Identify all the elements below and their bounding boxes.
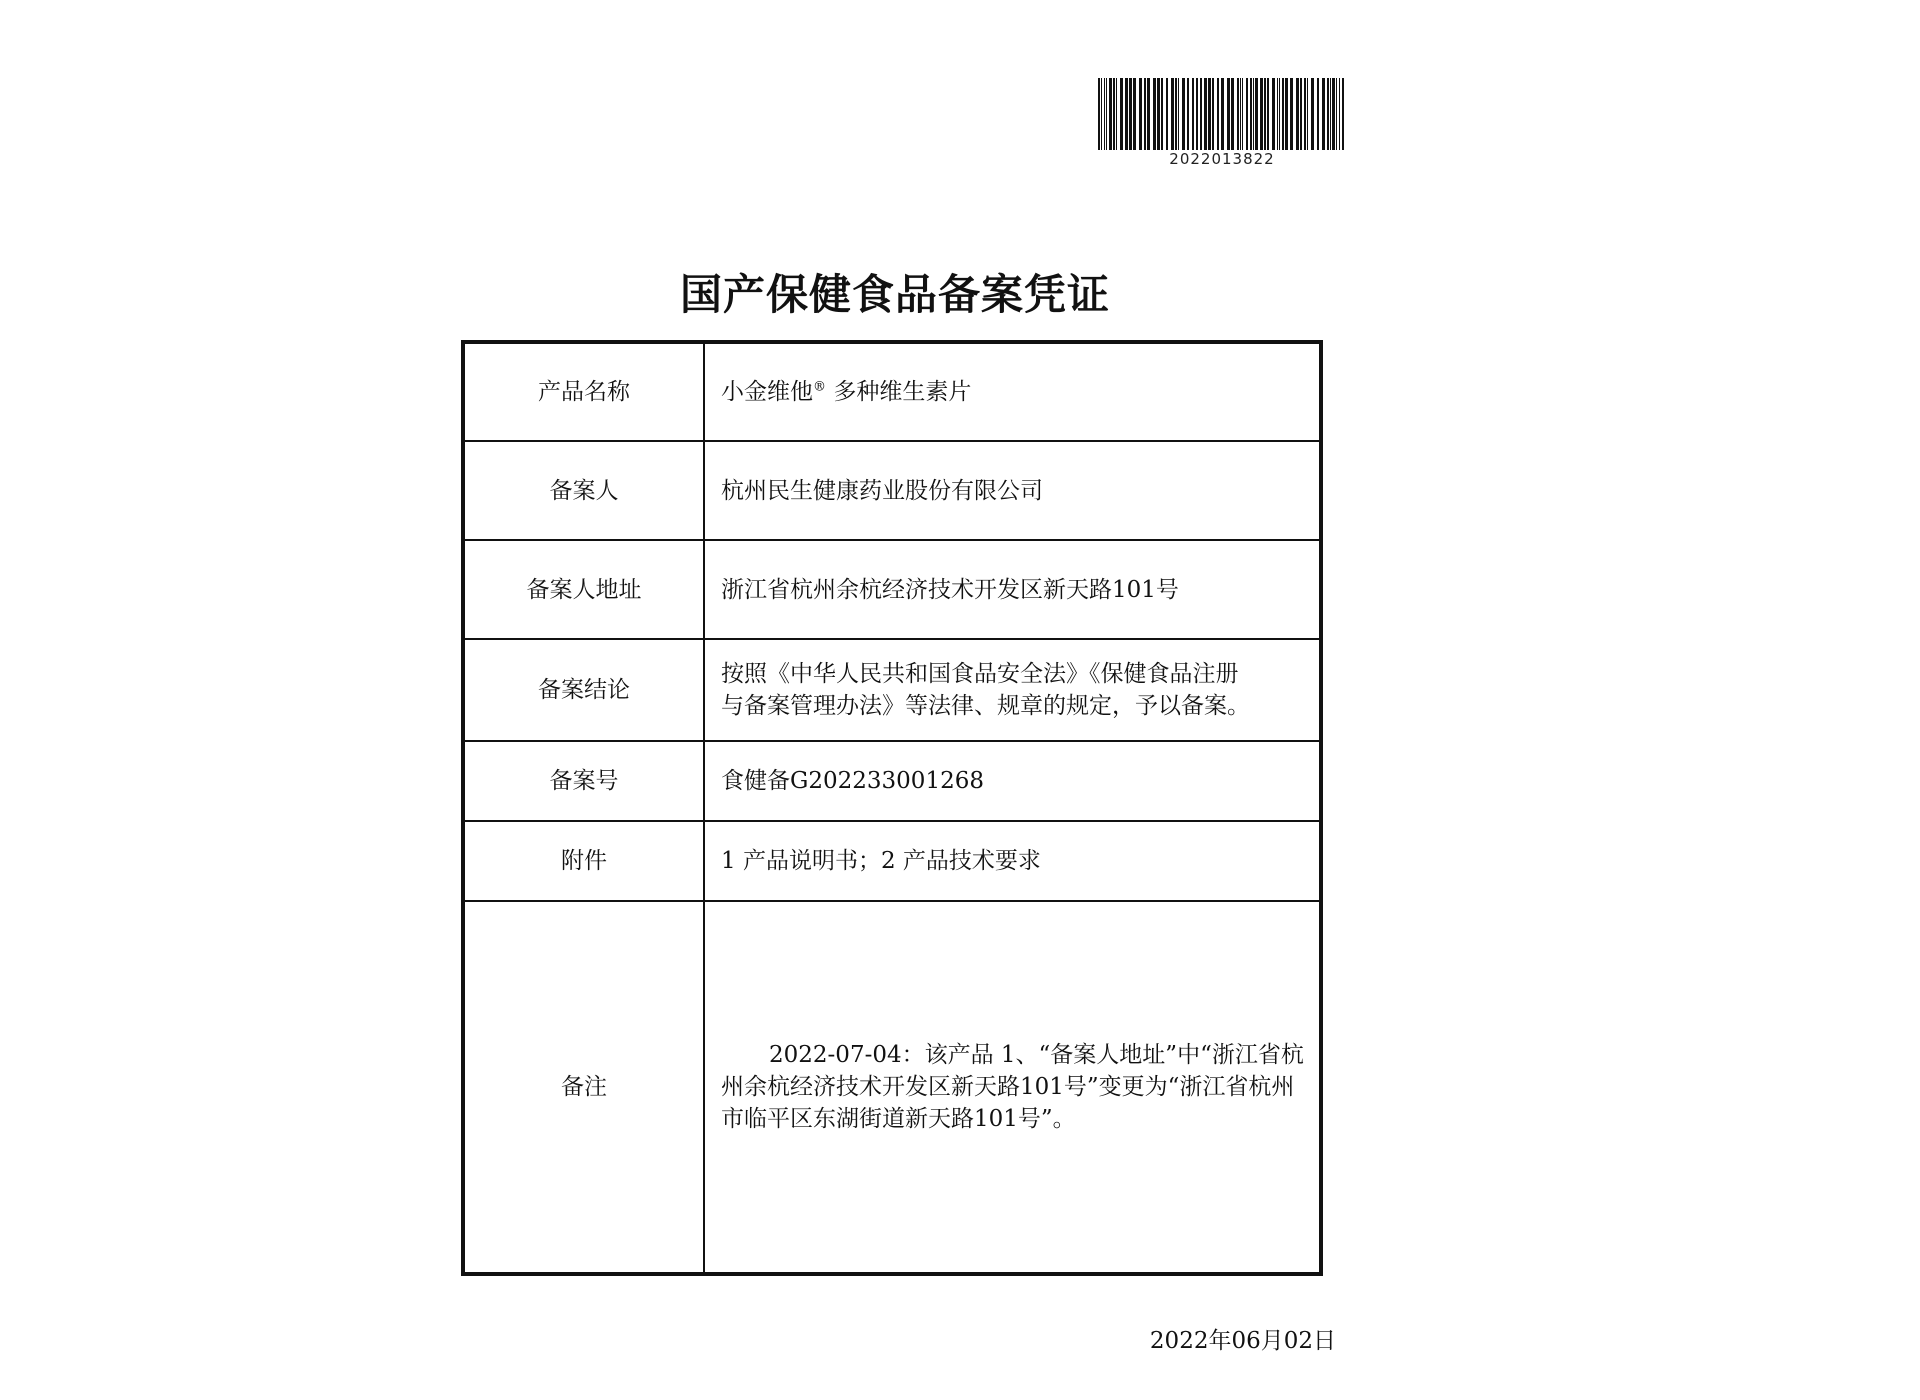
conclusion-label: 备案结论 bbox=[463, 639, 704, 741]
conclusion-line-2: 与备案管理办法》等法律、规章的规定，予以备案。 bbox=[721, 693, 1250, 719]
filer-label: 备案人 bbox=[463, 441, 704, 540]
attachments-label: 附件 bbox=[463, 821, 704, 901]
table-row-filer-address bbox=[463, 540, 1321, 639]
remarks-value bbox=[704, 901, 1321, 1274]
record-table bbox=[461, 340, 1323, 1276]
table-row-remarks bbox=[463, 901, 1321, 1274]
filer-address-value: 浙江省杭州余杭经济技术开发区新天路101号 bbox=[704, 540, 1321, 639]
filing-number-value: 食健备G202233001268 bbox=[704, 741, 1321, 821]
product-name-value bbox=[704, 342, 1321, 441]
remarks-label: 备注 bbox=[463, 901, 704, 1274]
issue-date: 2022年06月02日 bbox=[1149, 1328, 1336, 1354]
table-row-filing-number bbox=[463, 741, 1321, 821]
product-brand: 小金维他 bbox=[721, 379, 813, 405]
document-title: 国产保健食品备案凭证 bbox=[679, 270, 1110, 319]
registered-mark: ® bbox=[813, 379, 826, 395]
table-row-product-name bbox=[463, 342, 1321, 441]
table-row-filer bbox=[463, 441, 1321, 540]
filer-value: 杭州民生健康药业股份有限公司 bbox=[704, 441, 1321, 540]
conclusion-value bbox=[704, 639, 1321, 741]
remarks-text: 2022-07-04：该产品 1、“备案人地址”中“浙江省杭州余杭经济技术开发区新天路101号”变更为“浙江省杭州市临平区东湖街道新天路101号”。 bbox=[721, 1042, 1304, 1132]
table-row-conclusion bbox=[463, 639, 1321, 741]
barcode-number: 2022013822 bbox=[1169, 150, 1275, 168]
filer-address-label: 备案人地址 bbox=[463, 540, 704, 639]
barcode-bars bbox=[1096, 78, 1348, 150]
product-name-label: 产品名称 bbox=[463, 342, 704, 441]
product-name: 多种维生素片 bbox=[833, 379, 972, 405]
filing-number-label: 备案号 bbox=[463, 741, 704, 821]
conclusion-line-1: 按照《中华人民共和国食品安全法》《保健食品注册 bbox=[721, 661, 1239, 687]
barcode bbox=[1096, 78, 1348, 170]
table-row-attachments bbox=[463, 821, 1321, 901]
attachments-value: 1 产品说明书；2 产品技术要求 bbox=[704, 821, 1321, 901]
